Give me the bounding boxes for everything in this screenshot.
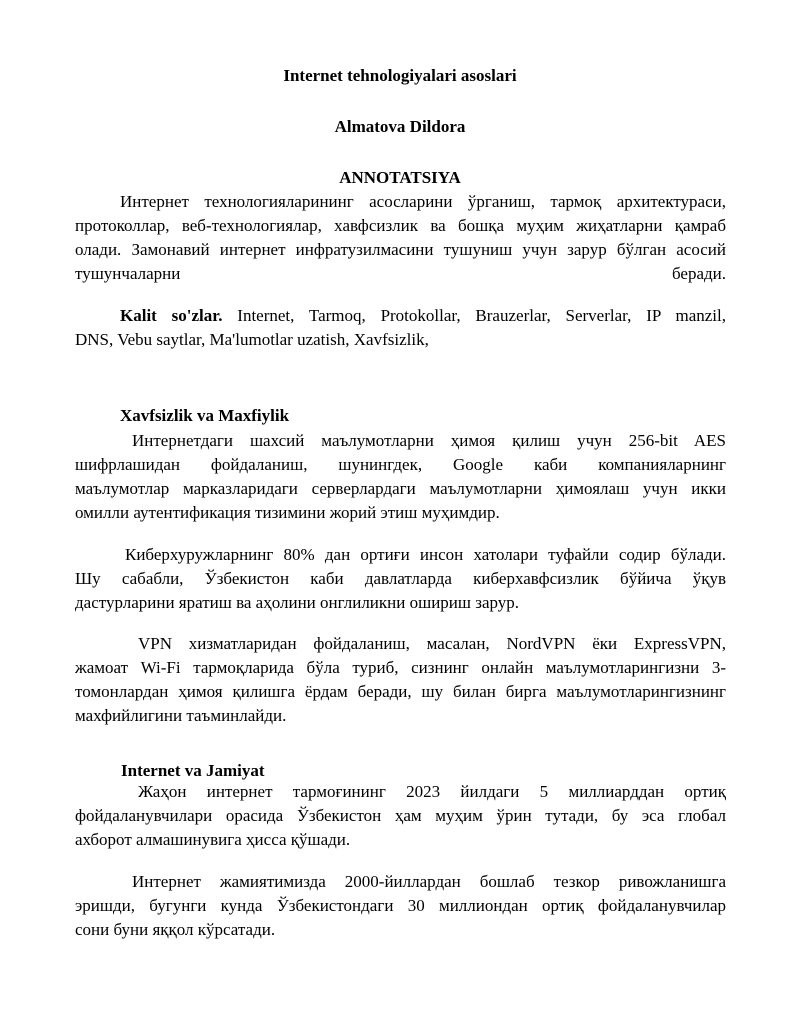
keywords-line — [75, 304, 726, 328]
paragraph-line: томонлардан ҳимоя қилишга ёрдам беради, шу билан бирга маълумотларингизнинг — [75, 682, 726, 701]
section-heading-society: Internet va Jamiyat — [121, 761, 265, 780]
annotation-paragraph — [75, 190, 726, 286]
section2-paragraph-2 — [75, 870, 726, 942]
paragraph-line: Жаҳон интернет тармоғининг 2023 йилдаги 5 миллиарддан ортиқ — [138, 782, 726, 801]
paragraph-line: Шу сабабли, Ўзбекистон каби давлатларда киберхавфсизлик бўйича ўқув — [75, 569, 726, 588]
keywords-line: DNS, Vebu saytlar, Ma'lumotlar uzatish, Xavfsizlik, — [75, 330, 429, 349]
section1-paragraph-3 — [75, 632, 726, 728]
paragraph-line: сони буни яққол кўрсатади. — [75, 920, 276, 939]
paragraph-line: жамоат Wi-Fi тармоқларида бўла туриб, сизнинг онлайн маълумотларингизни 3- — [75, 658, 726, 677]
document-title: Internet tehnologiyalari asoslari — [283, 66, 517, 85]
annotation-line: Интернет технологияларининг асосларини ўрганиш, тармоқ архитектураси, — [120, 192, 726, 211]
paragraph-line: махфийлигини таъминлайди. — [75, 706, 287, 725]
section-heading-security: Xavfsizlik va Maxfiylik — [120, 406, 290, 425]
section1-paragraph-2 — [75, 543, 726, 615]
annotation-line: олади. Замонавий интернет инфратузилмасини тушуниш учун зарур бўлган асосий — [75, 240, 726, 259]
section1-paragraph-1 — [75, 429, 726, 525]
paragraph-line: Киберхуружларнинг 80% дан ортиғи инсон хатолари туфайли содир бўлади. — [125, 545, 726, 564]
annotation-word: тушунчаларни — [75, 264, 181, 283]
annotation-line-last — [75, 262, 726, 286]
paragraph-line: Интернетдаги шахсий маълумотларни ҳимоя қилиш учун 256-bit AES — [132, 431, 726, 450]
keywords-paragraph — [75, 304, 726, 352]
document-author: Almatova Dildora — [334, 117, 466, 136]
paragraph-line: дастурларини яратиш ва аҳолини онглиликни ошириш зарур. — [75, 593, 520, 612]
paragraph-line: омилли аутентификация тизимини жорий этиш муҳимдир. — [75, 503, 500, 522]
paragraph-line: шифрлашидан фойдаланиш, шунингдек, Google каби компанияларнинг — [75, 455, 726, 474]
section2-paragraph-1 — [75, 780, 726, 852]
paragraph-line: фойдаланувчилари орасида Ўзбекистон ҳам муҳим ўрин тутади, бу эса глобал — [75, 806, 726, 825]
keywords-label: Kalit so'zlar. — [120, 306, 223, 325]
paragraph-line: эришди, бугунги кунда Ўзбекистондаги 30 миллиондан ортиқ фойдаланувчилар — [75, 896, 726, 915]
paragraph-line: маълумотлар марказларидаги серверлардаги маълумотларни ҳимоялаш учун икки — [75, 479, 726, 498]
annotation-word: беради. — [671, 264, 726, 283]
paragraph-line: ахборот алмашинувига ҳисса қўшади. — [75, 830, 351, 849]
annotation-heading: ANNOTATSIYA — [339, 168, 461, 187]
keywords-text: Internet, Tarmoq, Protokollar, Brauzerlar, Serverlar, IP manzil, — [222, 306, 726, 325]
paragraph-line: VPN хизматларидан фойдаланиш, масалан, NordVPN ёки ExpressVPN, — [138, 634, 726, 653]
paragraph-line: Интернет жамиятимизда 2000-йиллардан бошлаб тезкор ривожланишга — [132, 872, 726, 891]
annotation-line: протоколлар, веб-технологиялар, хавфсизлик ва бошқа муҳим жиҳатларни қамраб — [75, 216, 726, 235]
